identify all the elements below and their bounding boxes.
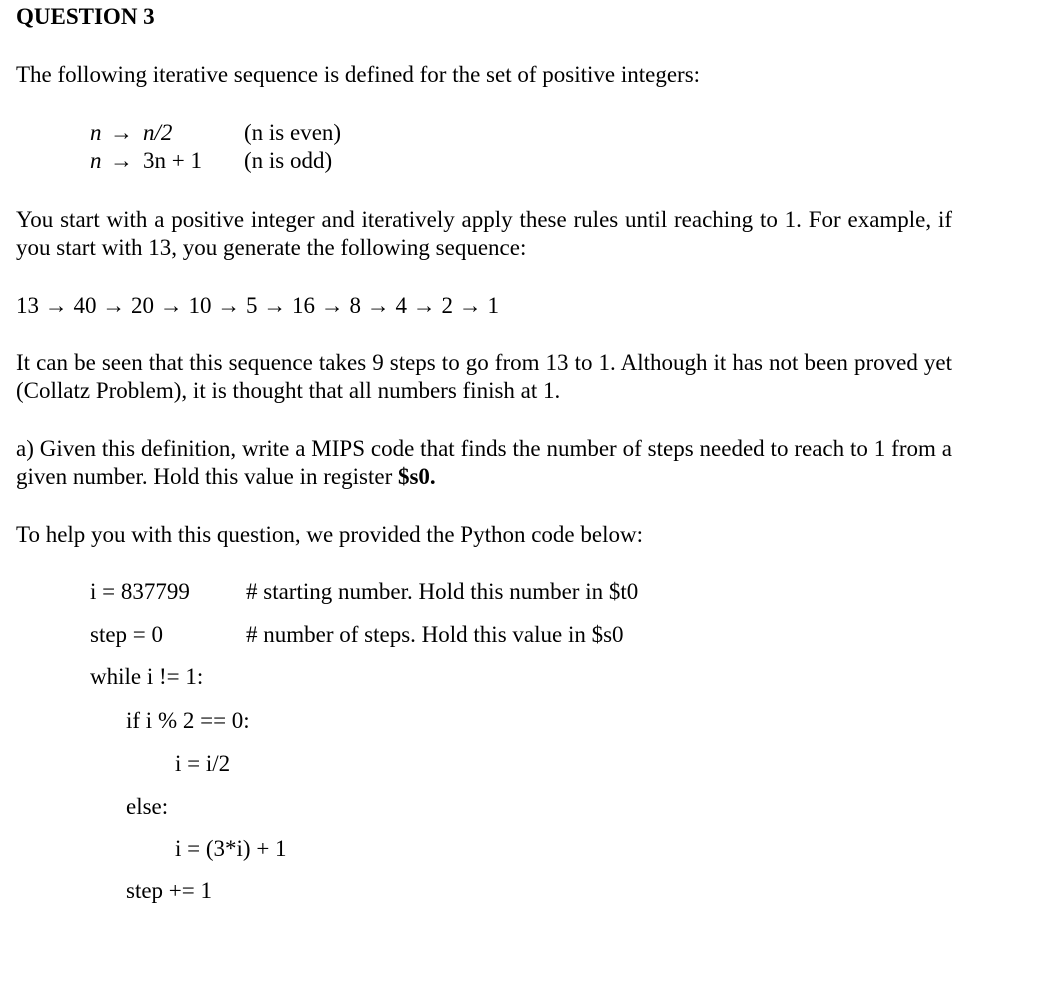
part-a-register: $s0. — [397, 464, 436, 489]
code-line-init-i: i = 837799 — [90, 579, 190, 604]
paragraph-collatz: It can be seen that this sequence takes 9 steps to go from 13 to 1. Although it has not been proved yet (Collatz Problem), it is thought that all numbers finish at 1. — [16, 350, 952, 403]
code-comment-init-i: # starting number. Hold this number in $t0 — [246, 579, 639, 604]
code-line-init-step: step = 0 — [90, 622, 164, 647]
rule-odd-result: 3n + 1 — [143, 148, 202, 173]
part-a-question — [16, 435, 952, 491]
rule-even-arrow: → — [110, 120, 133, 145]
code-line-if: if i % 2 == 0: — [126, 708, 250, 733]
code-line-else: else: — [126, 794, 169, 819]
code-line-halve: i = i/2 — [175, 751, 231, 776]
intro-text: The following iterative sequence is defined for the set of positive integers: — [16, 62, 701, 87]
rule-odd-lhs: n — [90, 148, 102, 173]
rule-odd-arrow: → — [110, 148, 133, 173]
rule-even-lhs: n — [90, 120, 102, 145]
help-text: To help you with this question, we provided the Python code below: — [16, 522, 643, 547]
code-line-increment: step += 1 — [126, 878, 212, 903]
example-sequence: 13 → 40 → 20 → 10 → 5 → 16 → 8 → 4 → 2 → 1 — [16, 293, 499, 318]
code-comment-init-step: # number of steps. Hold this value in $s0 — [246, 622, 624, 647]
code-line-triple: i = (3*i) + 1 — [175, 836, 287, 861]
rule-even-result: n/2 — [143, 120, 173, 145]
rule-odd-condition: (n is odd) — [244, 148, 333, 173]
part-a-text: a) Given this definition, write a MIPS code that finds the number of steps needed to reach to 1 from a given number. Hold this value in register — [16, 436, 952, 489]
code-line-while: while i != 1: — [90, 664, 204, 689]
question-title: QUESTION 3 — [16, 4, 155, 29]
rule-even-condition: (n is even) — [244, 120, 342, 145]
paragraph-explanation: You start with a positive integer and iteratively apply these rules until reaching to 1. For example, if you start with 13, you generate the following sequence: — [16, 207, 952, 260]
